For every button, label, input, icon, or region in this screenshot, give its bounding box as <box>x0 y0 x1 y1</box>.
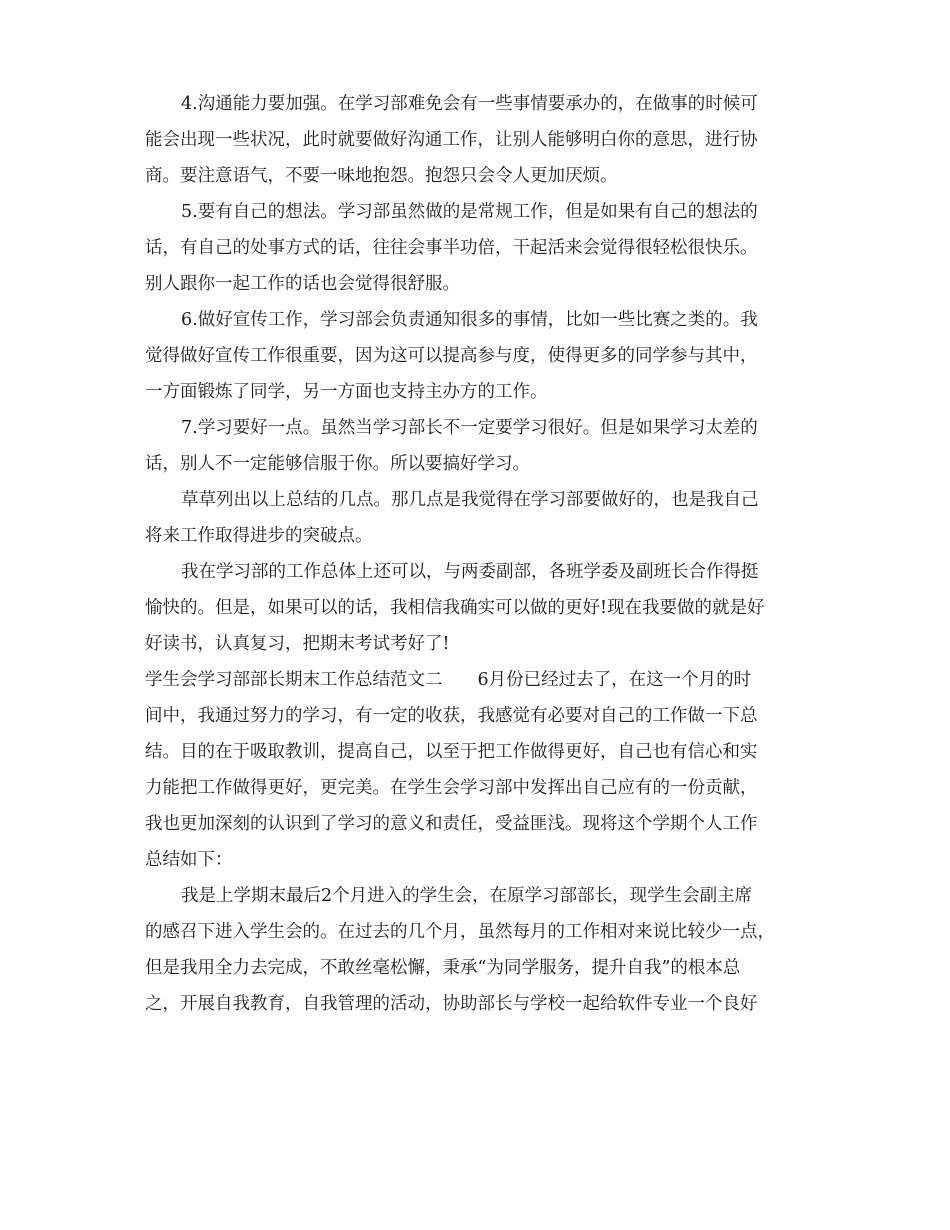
text-line: 力能把工作做得更好，更完美。在学生会学习部中发挥出自己应有的一份贡献， <box>145 778 758 798</box>
text-line: 结。目的在于吸取教训，提高自己，以至于把工作做得更好，自己也有信心和实 <box>145 742 758 762</box>
text-line: 觉得做好宣传工作很重要，因为这可以提高参与度，使得更多的同学参与其中， <box>145 346 758 366</box>
text-line: 总结如下： <box>145 850 233 870</box>
text-line: 我是上学期末最后2个月进入的学生会，在原学习部部长，现学生会副主席 <box>181 886 753 906</box>
text-line: 话，有自己的处事方式的话，往往会事半功倍，干起活来会觉得很轻松很快乐。 <box>145 238 758 258</box>
text-line: 别人跟你一起工作的话也会觉得很舒服。 <box>145 274 460 294</box>
text-line: 但是我用全力去完成，不敢丝毫松懈，秉承“为同学服务，提升自我”的根本总 <box>145 958 741 978</box>
text-line: 商。要注意语气，不要一味地抱怨。抱怨只会令人更加厌烦。 <box>145 166 618 186</box>
text-line: 4.沟通能力要加强。在学习部难免会有一些事情要承办的，在做事的时候可 <box>181 94 758 114</box>
text-line: 草草列出以上总结的几点。那几点是我觉得在学习部要做好的，也是我自己 <box>181 490 759 510</box>
text-line: 话，别人不一定能够信服于你。所以要搞好学习。 <box>145 454 530 474</box>
text-line: 5.要有自己的想法。学习部虽然做的是常规工作，但是如果有自己的想法的 <box>181 202 758 222</box>
text-line: 之，开展自我教育，自我管理的活动，协助部长与学校一起给软件专业一个良好 <box>145 994 758 1014</box>
text-line: 我在学习部的工作总体上还可以，与两委副部，各班学委及副班长合作得挺 <box>181 562 759 582</box>
text-line: 间中，我通过努力的学习，有一定的收获，我感觉有必要对自己的工作做一下总 <box>145 706 758 726</box>
text-line: 学生会学习部部长期末工作总结范文二 6月份已经过去了，在这一个月的时 <box>145 670 752 690</box>
text-line: 愉快的。但是，如果可以的话，我相信我确实可以做的更好!现在我要做的就是好 <box>145 598 765 618</box>
text-line: 好读书，认真复习，把期末考试考好了! <box>145 634 450 654</box>
text-line: 7.学习要好一点。虽然当学习部长不一定要学习很好。但是如果学习太差的 <box>181 418 758 438</box>
text-line: 将来工作取得进步的突破点。 <box>145 526 373 546</box>
text-line: 能会出现一些状况，此时就要做好沟通工作，让别人能够明白你的意思，进行协 <box>145 130 758 150</box>
text-line: 的感召下进入学生会的。在过去的几个月，虽然每月的工作相对来说比较少一点， <box>145 922 775 942</box>
text-line: 6.做好宣传工作，学习部会负责通知很多的事情，比如一些比赛之类的。我 <box>181 310 758 330</box>
text-line: 一方面锻炼了同学，另一方面也支持主办方的工作。 <box>145 382 548 402</box>
text-line: 我也更加深刻的认识到了学习的意义和责任，受益匪浅。现将这个学期个人工作 <box>145 814 758 834</box>
